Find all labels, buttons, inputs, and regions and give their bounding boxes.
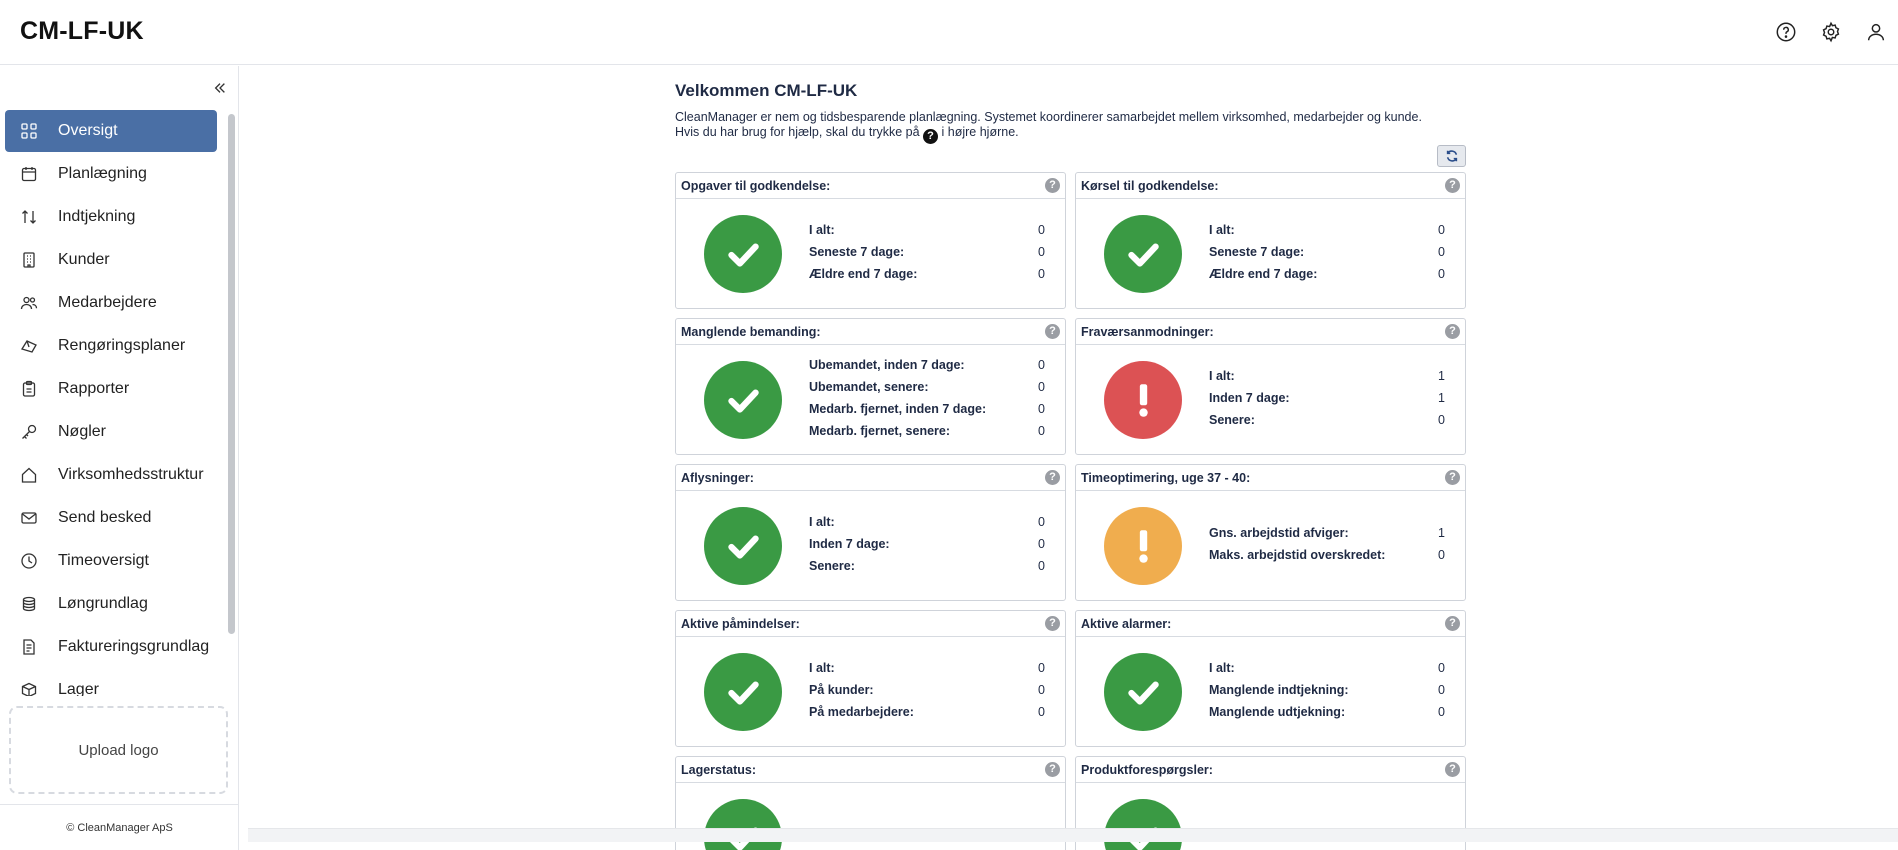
check-circle-icon — [704, 215, 782, 293]
sidebar-item-medarbejdere[interactable] — [5, 281, 217, 324]
sidebar-item-label: Rapporter — [58, 379, 130, 397]
page-title: Velkommen CM-LF-UK — [675, 81, 858, 100]
mail-icon — [20, 509, 38, 527]
sidebar-item-timeoversigt[interactable] — [5, 539, 217, 582]
refresh-button[interactable] — [1437, 145, 1466, 167]
sidebar-item-rapporter[interactable] — [5, 367, 217, 410]
sidebar-item-label: Faktureringsgrundlag — [58, 637, 210, 655]
stat-label: I alt: — [1209, 369, 1235, 383]
stat-row — [809, 380, 1045, 402]
stat-label: Manglende udtjekning: — [1209, 705, 1346, 719]
stat-row — [809, 267, 1045, 289]
sidebar — [0, 66, 239, 850]
stat-row — [809, 402, 1045, 424]
intro-line-2 — [675, 125, 1465, 144]
stat-value: 0 — [1038, 245, 1045, 259]
card-stats — [809, 661, 1045, 727]
warning-circle-icon — [1104, 507, 1182, 585]
help-icon[interactable]: ? — [1445, 470, 1460, 485]
card-stats — [809, 358, 1045, 446]
stat-value: 1 — [1438, 391, 1445, 405]
horizontal-scrollbar[interactable] — [248, 828, 1898, 842]
sidebar-item-label: Send besked — [58, 508, 152, 526]
status-card — [1075, 610, 1466, 747]
card-stats — [809, 223, 1045, 289]
help-icon[interactable]: ? — [1445, 324, 1460, 339]
stat-value: 0 — [1038, 705, 1045, 719]
calendar-icon — [20, 165, 38, 183]
sidebar-item-faktureringsgrundlag[interactable] — [5, 625, 217, 668]
stat-value: 0 — [1438, 683, 1445, 697]
check-circle-icon — [704, 507, 782, 585]
card-title: Timeoptimering, uge 37 - 40: — [1076, 465, 1465, 491]
stat-value: 1 — [1438, 526, 1445, 540]
stat-row — [1209, 413, 1445, 435]
stat-value: 0 — [1038, 223, 1045, 237]
stat-label: På medarbejdere: — [809, 705, 914, 719]
user-icon[interactable] — [1853, 20, 1898, 44]
help-icon[interactable]: ? — [1045, 762, 1060, 777]
stat-label: Medarb. fjernet, senere: — [809, 424, 951, 438]
stat-value: 0 — [1438, 223, 1445, 237]
stat-label: Manglende indtjekning: — [1209, 683, 1349, 697]
stat-row — [809, 223, 1045, 245]
stat-label: På kunder: — [809, 683, 874, 697]
stat-value: 0 — [1438, 267, 1445, 281]
main-content — [240, 66, 1898, 850]
clipboard-icon — [20, 380, 38, 398]
clock-icon — [20, 552, 38, 570]
card-stats — [1209, 526, 1445, 570]
sidebar-item-planlægning[interactable] — [5, 152, 217, 195]
refresh-icon — [1445, 149, 1459, 163]
card-title: Produktforespørgsler: — [1076, 757, 1465, 783]
sidebar-item-rengøringsplaner[interactable] — [5, 324, 217, 367]
status-card — [675, 464, 1066, 601]
sidebar-item-nøgler[interactable] — [5, 410, 217, 453]
stat-row — [1209, 369, 1445, 391]
stat-row — [809, 683, 1045, 705]
stat-value: 0 — [1038, 424, 1045, 438]
card-stats — [1209, 661, 1445, 727]
sidebar-item-label: Rengøringsplaner — [58, 336, 186, 354]
sidebar-item-label: Lager — [58, 680, 99, 696]
status-card — [1075, 172, 1466, 309]
status-card — [1075, 318, 1466, 455]
stat-value: 0 — [1438, 705, 1445, 719]
stat-label: Inden 7 dage: — [809, 537, 890, 551]
stat-row — [1209, 661, 1445, 683]
help-icon[interactable]: ? — [1045, 470, 1060, 485]
status-card — [675, 172, 1066, 309]
stat-label: I alt: — [809, 515, 835, 529]
stat-value: 0 — [1038, 559, 1045, 573]
help-icon[interactable]: ? — [1445, 616, 1460, 631]
stat-label: I alt: — [1209, 661, 1235, 675]
stat-value: 0 — [1038, 267, 1045, 281]
stat-value: 0 — [1038, 358, 1045, 372]
users-icon — [20, 294, 38, 312]
top-icons — [1763, 20, 1898, 44]
stat-label: I alt: — [809, 661, 835, 675]
sidebar-item-label: Nøgler — [58, 422, 107, 440]
help-icon[interactable]: ? — [1445, 762, 1460, 777]
sidebar-item-label: Virksomhedsstruktur — [58, 465, 204, 483]
check-circle-icon — [1104, 215, 1182, 293]
stat-row — [1209, 705, 1445, 727]
stat-value: 1 — [1438, 369, 1445, 383]
stat-row — [809, 245, 1045, 267]
stat-label: Ældre end 7 dage: — [809, 267, 918, 281]
top-bar — [0, 0, 1898, 65]
intro-text — [675, 110, 1465, 144]
sidebar-item-send-besked[interactable] — [5, 496, 217, 539]
sidebar-item-label: Planlægning — [58, 164, 147, 182]
sidebar-item-label: Medarbejdere — [58, 293, 157, 311]
sidebar-item-løngrundlag[interactable] — [5, 582, 217, 625]
copyright: © CleanManager ApS — [66, 822, 173, 834]
card-title: Opgaver til godkendelse: — [676, 173, 1065, 199]
check-circle-icon — [1104, 653, 1182, 731]
stat-value: 0 — [1438, 413, 1445, 427]
stat-row — [1209, 683, 1445, 705]
stat-label: Senere: — [1209, 413, 1255, 427]
collapse-sidebar-icon[interactable] — [210, 78, 230, 98]
stat-row — [809, 358, 1045, 380]
check-circle-icon — [1104, 799, 1182, 850]
stat-label: Ubemandet, inden 7 dage: — [809, 358, 965, 372]
stat-value: 0 — [1038, 537, 1045, 551]
stat-row — [1209, 223, 1445, 245]
card-title: Fraværsanmodninger: — [1076, 319, 1465, 345]
stat-label: Ubemandet, senere: — [809, 380, 929, 394]
stat-label: I alt: — [1209, 223, 1235, 237]
check-circle-icon — [704, 653, 782, 731]
intro-line-2-pre: Hvis du har brug for hjælp, skal du trykke på — [675, 125, 920, 139]
stat-row — [1209, 267, 1445, 289]
stat-row — [1209, 245, 1445, 267]
divider — [0, 804, 239, 805]
intro-line-1: CleanManager er nem og tidsbesparende planlægning. Systemet koordinerer samarbejdet mellem virksomhed, medarbejder og kunde. — [675, 110, 1422, 124]
error-circle-icon — [1104, 361, 1182, 439]
stat-label: Seneste 7 dage: — [809, 245, 905, 259]
card-title: Lagerstatus: — [676, 757, 1065, 783]
stat-value: 0 — [1438, 548, 1445, 562]
card-stats — [1209, 369, 1445, 435]
sidebar-item-label: Kunder — [58, 250, 110, 268]
help-circle-icon[interactable] — [1763, 20, 1808, 44]
gear-icon[interactable] — [1808, 20, 1853, 44]
stat-value: 0 — [1038, 661, 1045, 675]
sidebar-item-indtjekning[interactable] — [5, 195, 217, 238]
sidebar-item-virksomhedsstruktur[interactable] — [5, 453, 217, 496]
stat-row — [809, 559, 1045, 581]
upload-logo-button[interactable]: Upload logo — [9, 706, 228, 794]
stat-row — [809, 661, 1045, 683]
sidebar-item-kunder[interactable] — [5, 238, 217, 281]
card-title: Manglende bemanding: — [676, 319, 1065, 345]
sidebar-nav — [0, 110, 222, 696]
cleaning-icon — [20, 337, 38, 355]
card-title: Aktive alarmer: — [1076, 611, 1465, 637]
stat-row — [1209, 526, 1445, 548]
stat-row — [809, 424, 1045, 446]
app-title: CM-LF-UK — [20, 17, 144, 45]
status-card — [675, 610, 1066, 747]
status-card — [1075, 464, 1466, 601]
stat-row — [809, 537, 1045, 559]
card-stats — [1209, 223, 1445, 289]
stat-value: 0 — [1038, 515, 1045, 529]
coins-icon — [20, 595, 38, 613]
sidebar-item-label: Oversigt — [58, 122, 118, 139]
stat-label: Inden 7 dage: — [1209, 391, 1290, 405]
stat-value: 0 — [1038, 380, 1045, 394]
stat-value: 0 — [1438, 661, 1445, 675]
stat-row — [809, 705, 1045, 727]
stat-row — [809, 515, 1045, 537]
card-title: Aflysninger: — [676, 465, 1065, 491]
sidebar-item-label: Timeoversigt — [58, 551, 149, 569]
home-icon — [20, 466, 38, 484]
check-circle-icon — [704, 361, 782, 439]
stat-value: 0 — [1038, 683, 1045, 697]
box-icon — [20, 681, 38, 697]
status-card — [675, 318, 1066, 455]
help-icon[interactable]: ? — [1045, 178, 1060, 193]
stat-value: 0 — [1038, 402, 1045, 416]
sidebar-item-label: Indtjekning — [58, 207, 136, 225]
arrows-updown-icon — [20, 208, 38, 226]
stat-label: Senere: — [809, 559, 855, 573]
stat-label: Seneste 7 dage: — [1209, 245, 1305, 259]
card-title: Aktive påmindelser: — [676, 611, 1065, 637]
intro-line-2-post: i højre hjørne. — [941, 125, 1019, 139]
check-circle-icon — [704, 799, 782, 850]
help-icon[interactable]: ? — [1045, 616, 1060, 631]
invoice-icon — [20, 638, 38, 656]
stat-label: Ældre end 7 dage: — [1209, 267, 1318, 281]
stat-label: I alt: — [809, 223, 835, 237]
grid-icon — [20, 122, 38, 140]
stat-label: Maks. arbejdstid overskredet: — [1209, 548, 1386, 562]
stat-row — [1209, 548, 1445, 570]
stat-row — [1209, 391, 1445, 413]
stat-label: Medarb. fjernet, inden 7 dage: — [809, 402, 987, 416]
sidebar-item-oversigt[interactable] — [5, 110, 217, 152]
sidebar-scrollbar[interactable] — [228, 114, 235, 634]
help-inline-icon: ? — [923, 129, 938, 144]
card-title: Kørsel til godkendelse: — [1076, 173, 1465, 199]
stat-label: Gns. arbejdstid afviger: — [1209, 526, 1349, 540]
card-stats — [809, 515, 1045, 581]
key-icon — [20, 423, 38, 441]
help-icon[interactable]: ? — [1045, 324, 1060, 339]
sidebar-item-lager[interactable] — [5, 668, 217, 696]
stat-value: 0 — [1438, 245, 1445, 259]
building-icon — [20, 251, 38, 269]
help-icon[interactable]: ? — [1445, 178, 1460, 193]
sidebar-item-label: Løngrundlag — [58, 594, 148, 612]
